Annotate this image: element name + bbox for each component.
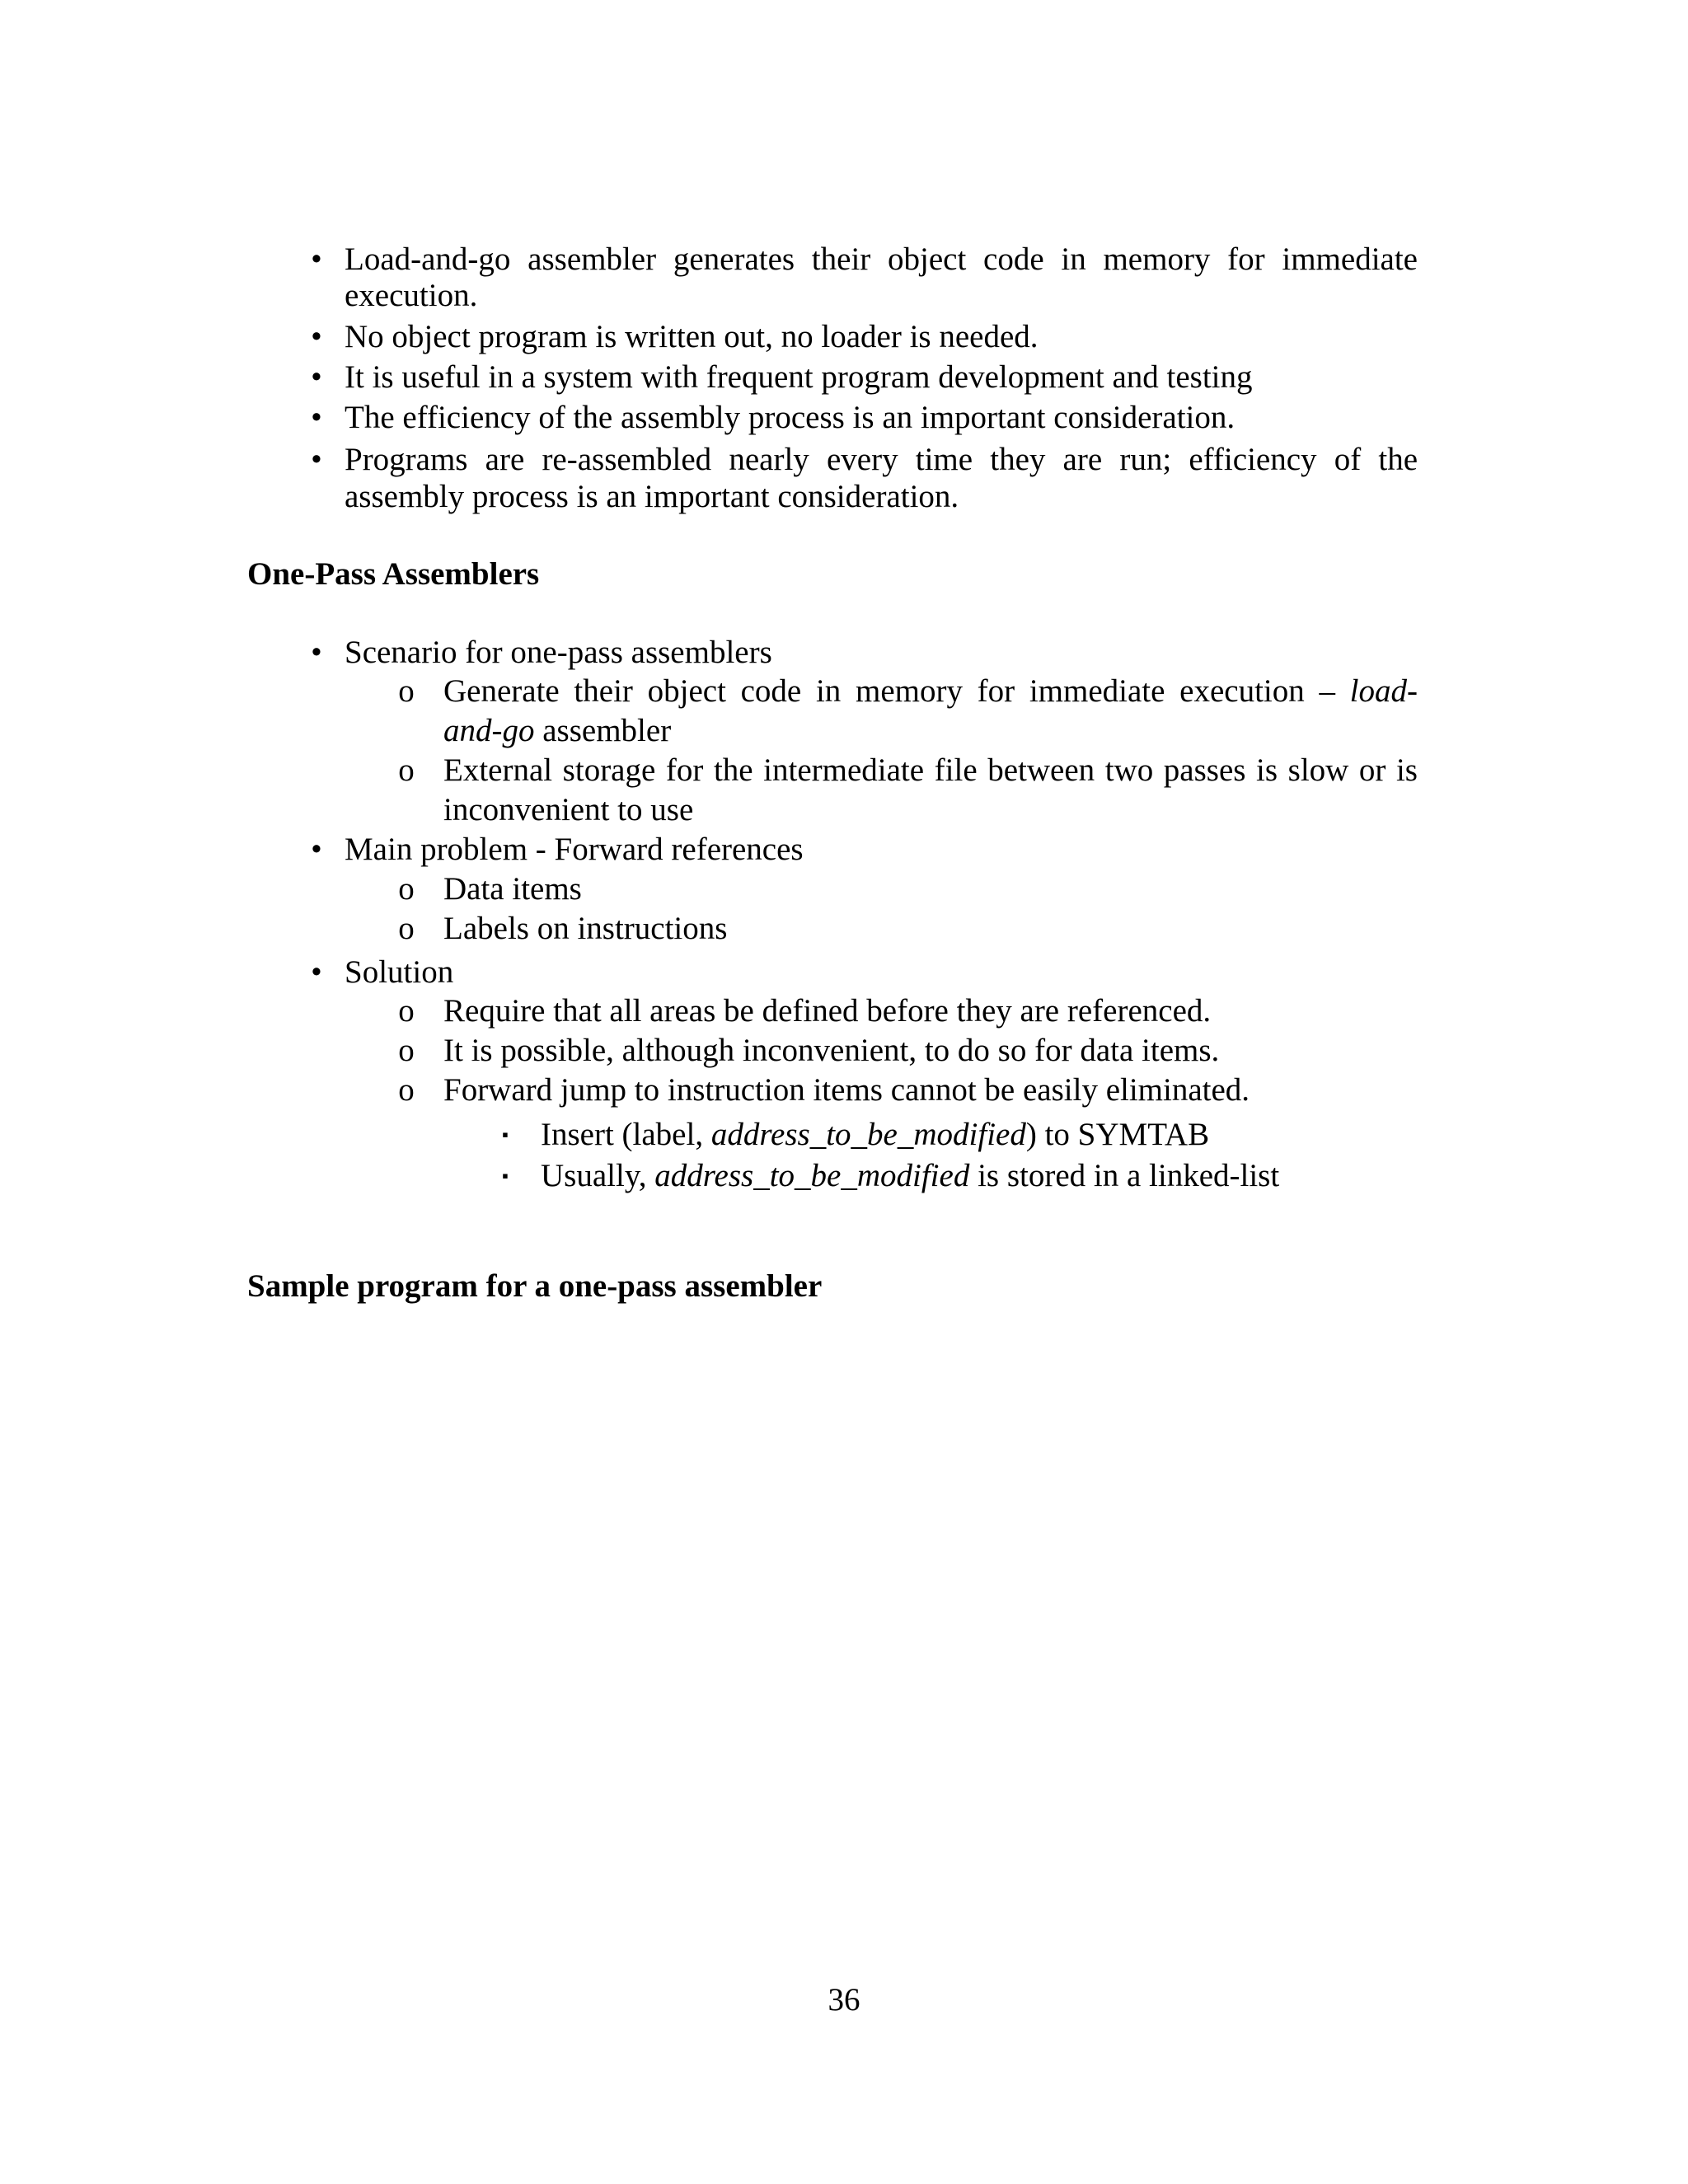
square-marker: ▪ [502,1124,509,1145]
italic-term: address_to_be_modified [654,1158,970,1193]
subsublist-item-text [541,1155,1279,1196]
bullet-marker: • [311,400,322,435]
subsublist-text-part: Usually, [541,1158,655,1193]
page-number: 36 [828,1982,860,2018]
bullet-marker: • [311,832,322,867]
subsublist-text-part: ) to SYMTAB [1025,1117,1210,1152]
sublist-item-text: It is possible, although inconvenient, to do so for data items. [443,1033,1220,1068]
bullet-marker: • [311,359,322,395]
bullet-marker: • [311,442,322,477]
subsublist-item-text [541,1114,1209,1155]
circle-marker: o [398,871,415,907]
list-item-text: execution. [345,278,478,313]
sublist-item-text: Data items [443,871,582,907]
list-item-text: Programs are re-assembled nearly every time they are run; efficiency of the [345,442,1418,477]
italic-term: load- [1349,673,1418,709]
sublist-item-text-part: assembler [534,713,672,748]
sublist-item-text: Labels on instructions [443,911,728,946]
bullet-marker: • [311,319,322,354]
sublist-item-text: External storage for the intermediate file between two passes is slow or is [443,752,1418,788]
list-item-text: Main problem - Forward references [345,832,804,867]
list-item-text: Scenario for one-pass assemblers [345,635,772,670]
subsublist-text-part: Insert (label, [541,1117,711,1152]
sublist-item-text: Forward jump to instruction items cannot be easily eliminated. [443,1072,1250,1108]
bullet-marker: • [311,241,322,277]
circle-marker: o [398,752,415,788]
circle-marker: o [398,993,415,1029]
circle-marker: o [398,911,415,946]
subsublist-text-part: is stored in a linked-list [969,1158,1280,1193]
sublist-item-text-part: Generate their object code in memory for immediate execution – [443,673,1350,709]
list-item-text: Solution [345,954,454,990]
sublist-item-text: inconvenient to use [443,792,694,827]
circle-marker: o [398,1033,415,1068]
italic-term: and-go [443,713,535,748]
list-item-text: No object program is written out, no loader is needed. [345,319,1039,354]
circle-marker: o [398,673,415,709]
bullet-marker: • [311,954,322,990]
list-item-text: The efficiency of the assembly process is an important consideration. [345,400,1236,435]
list-item-text: It is useful in a system with frequent program development and testing [345,359,1253,395]
section-heading: One-Pass Assemblers [247,556,540,592]
sublist-item-text [443,710,671,751]
list-item-text: assembly process is an important consideration. [345,479,959,514]
italic-term: address_to_be_modified [710,1117,1026,1152]
bullet-marker: • [311,635,322,670]
sublist-item-text [443,671,1418,711]
sublist-item-text: Require that all areas be defined before they are referenced. [443,993,1212,1029]
list-item-text: Load-and-go assembler generates their object code in memory for immediate [345,241,1418,277]
section-heading: Sample program for a one-pass assembler [247,1268,823,1304]
square-marker: ▪ [502,1165,509,1186]
circle-marker: o [398,1072,415,1108]
